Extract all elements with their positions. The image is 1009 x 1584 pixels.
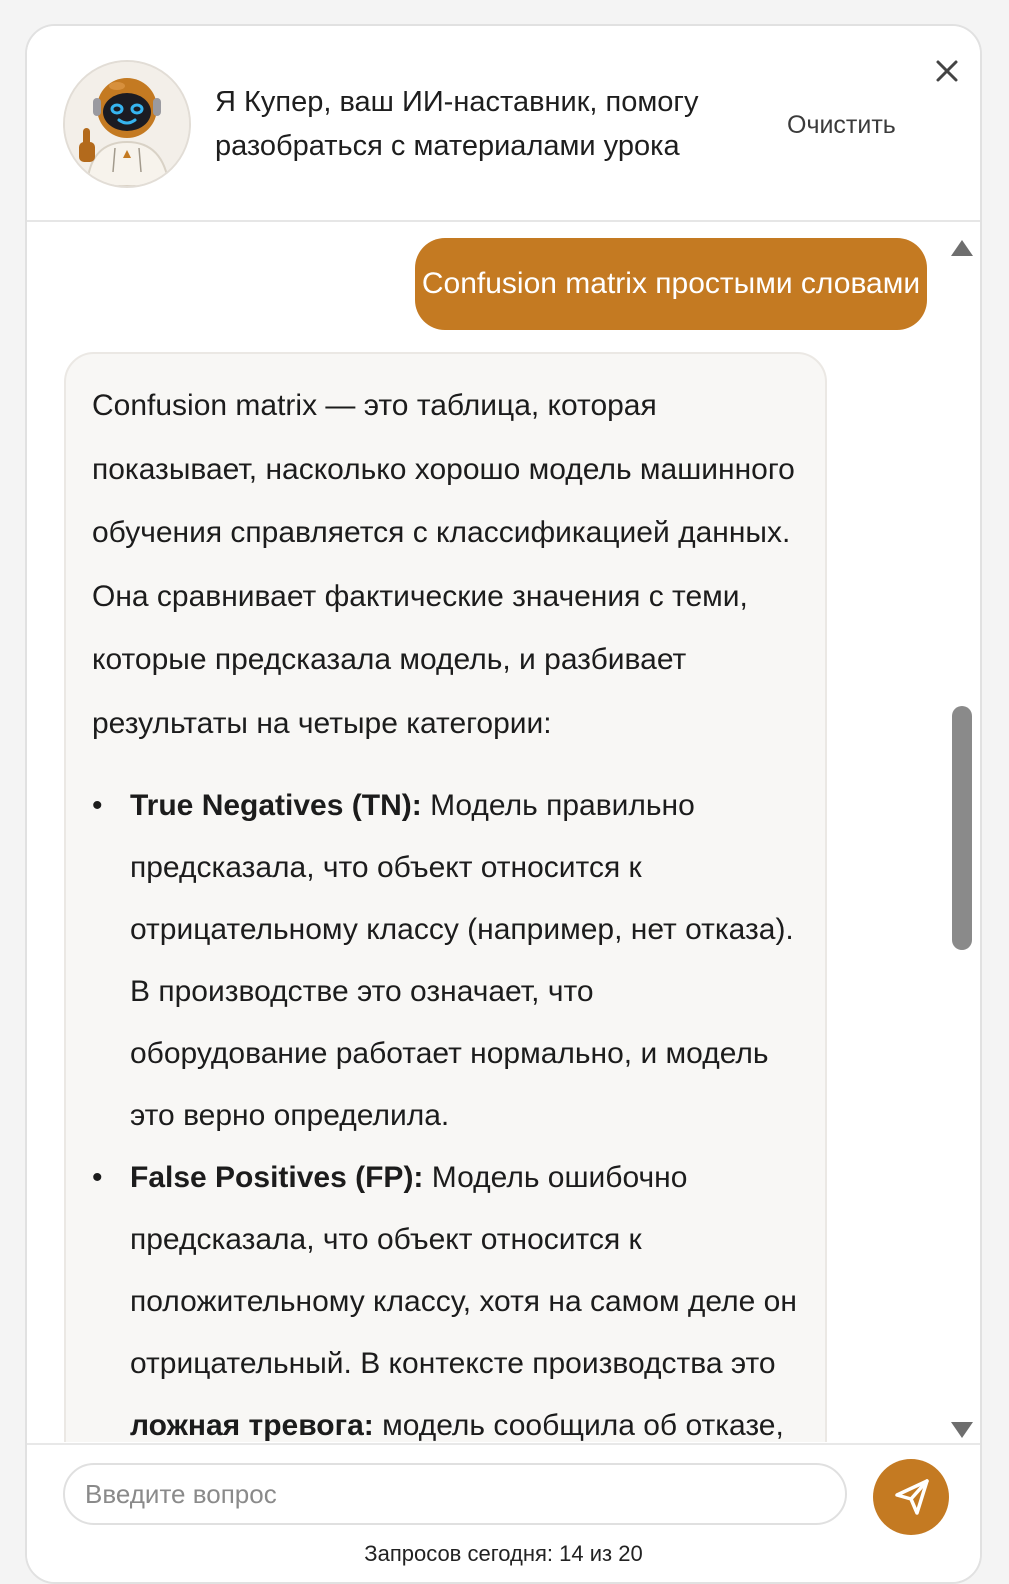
chat-scrollbar[interactable] (949, 236, 975, 1426)
chat-messages-area (27, 222, 980, 1442)
close-button[interactable] (932, 56, 962, 86)
list-item-term-2: ложная тревога: (130, 1409, 374, 1442)
scroll-down-arrow-icon[interactable] (951, 1422, 973, 1438)
list-item-text-2: модель сообщила об отказе, (373, 1409, 784, 1442)
robot-mascot-icon (65, 62, 189, 186)
assistant-intro-paragraph: Confusion matrix — это таблица, которая показывает, насколько хорошо модель машинного обучения справляется с классификацией данных. Она сравнивает фактические значения с теми, которые предсказала модель, и разбивает результаты на четыре категории: (92, 389, 795, 740)
assistant-message-bubble (64, 352, 827, 1442)
avatar (63, 60, 191, 188)
list-item (92, 1147, 799, 1442)
clear-chat-button[interactable]: Очистить (787, 111, 896, 139)
assistant-intro-text (215, 80, 735, 168)
question-input[interactable] (63, 1463, 847, 1525)
list-item-text: Модель ошибочно предсказала, что объект относится к положительному классу, хотя на самом деле он отрицательный. В контексте производства это (130, 1161, 797, 1380)
scroll-thumb[interactable] (952, 706, 972, 950)
intro-line-1: Я Купер, ваш ИИ-наставник, помогу (215, 86, 699, 118)
category-list (92, 775, 799, 1442)
assistant-chat-panel (25, 24, 982, 1584)
list-item-text: Модель правильно предсказала, что объект относится к отрицательному классу (например, нет отказа). В производстве это означает, что оборудование работает нормально, и модель это верно определила. (130, 789, 794, 1132)
list-item-term: False Positives (FP): (130, 1161, 424, 1194)
list-item-term: True Negatives (TN): (130, 789, 422, 822)
request-quota-text: Запросов сегодня: 14 из 20 (364, 1541, 643, 1566)
list-item (92, 775, 799, 1147)
scroll-up-arrow-icon[interactable] (951, 240, 973, 256)
close-icon (932, 56, 962, 86)
user-message-bubble: Confusion matrix простыми словами (415, 238, 927, 330)
bullet-icon: • (92, 789, 103, 822)
bullet-icon: • (92, 1161, 103, 1194)
chat-header (27, 26, 980, 222)
send-icon (873, 1459, 949, 1535)
send-button[interactable] (873, 1459, 949, 1535)
intro-line-2: разобраться с материалами урока (215, 130, 680, 162)
chat-input-footer (27, 1443, 980, 1584)
